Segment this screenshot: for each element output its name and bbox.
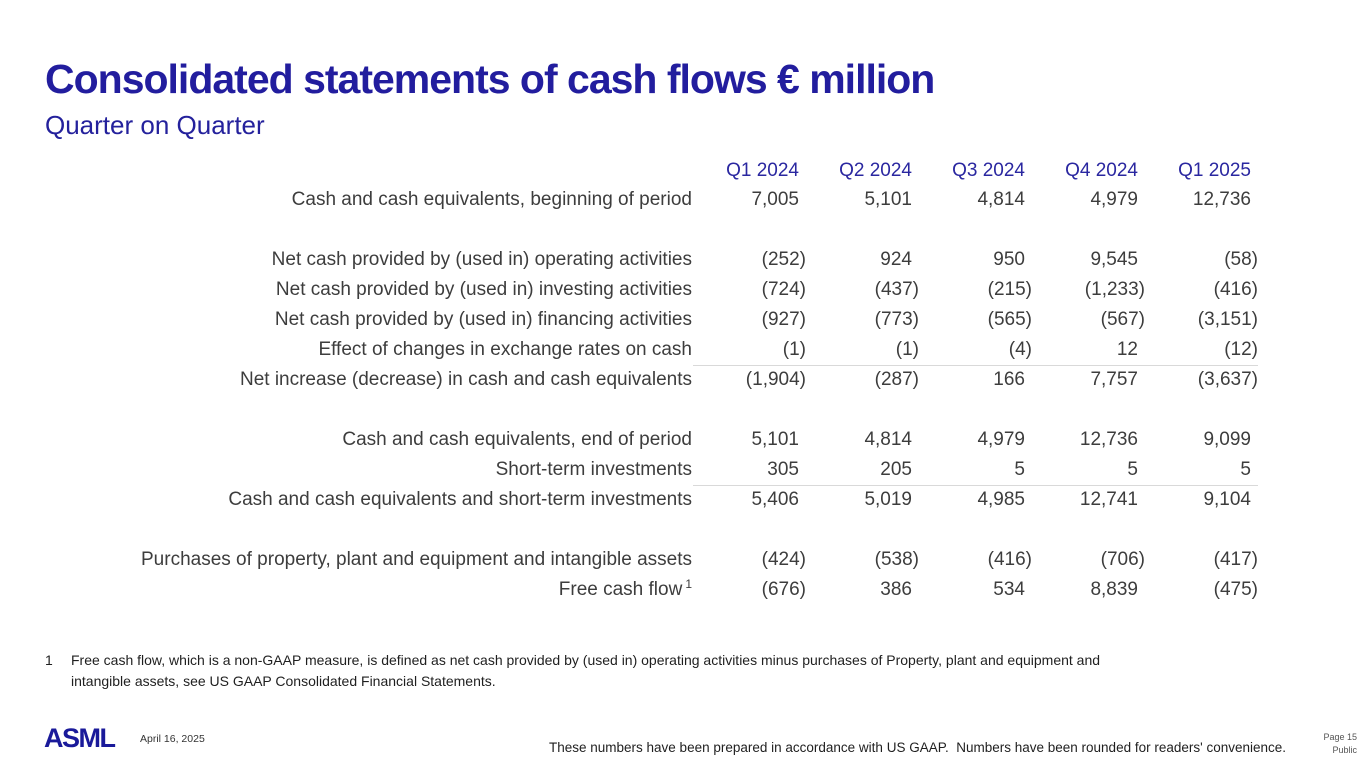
- cell-value: 7,757: [1090, 369, 1138, 390]
- cell-value: (424): [761, 549, 806, 570]
- cell-value: 4,979: [1090, 189, 1138, 210]
- cell-value: (1): [693, 335, 806, 366]
- row-label: Net cash provided by (used in) operating activities: [271, 249, 692, 270]
- cell-value: 5,019: [864, 489, 912, 510]
- table-row: [45, 305, 1258, 335]
- table-header-row: [45, 156, 1258, 185]
- table-row: [45, 365, 1258, 395]
- row-label: Cash and cash equivalents, beginning of period: [291, 189, 692, 210]
- row-label: Net cash provided by (used in) financing activities: [274, 309, 692, 330]
- cell-value: 12: [1032, 335, 1145, 366]
- cell-value: 4,985: [977, 489, 1025, 510]
- row-label: Net increase (decrease) in cash and cash equivalents: [239, 369, 692, 390]
- row-label: Cash and cash equivalents and short-term investments: [228, 489, 692, 510]
- cell-value: (3,151): [1197, 309, 1258, 330]
- table-row-spacer: [45, 515, 1258, 545]
- cell-value: (416): [987, 549, 1032, 570]
- cell-value: 166: [993, 369, 1025, 390]
- cell-value: (567): [1100, 309, 1145, 330]
- footer-date: April 16, 2025: [140, 733, 205, 745]
- column-header-1: Q1 2024: [726, 160, 799, 181]
- cell-value: 5,101: [751, 429, 799, 450]
- table-row: [45, 425, 1258, 455]
- footnote-text: [71, 650, 1285, 692]
- cell-value: (287): [874, 369, 919, 390]
- cell-value: (252): [761, 249, 806, 270]
- cell-value: 386: [880, 579, 912, 600]
- column-header-2: Q2 2024: [839, 160, 912, 181]
- cell-value: 4,979: [977, 429, 1025, 450]
- row-label: Purchases of property, plant and equipment and intangible assets: [141, 549, 692, 570]
- cell-value: 5: [1145, 455, 1258, 486]
- cell-value: (1): [806, 335, 919, 366]
- table-row: [45, 185, 1258, 215]
- cell-value: 7,005: [751, 189, 799, 210]
- cashflow-table: [45, 156, 1258, 605]
- cell-value: 205: [806, 455, 919, 486]
- column-header-5: Q1 2025: [1178, 160, 1251, 181]
- cell-value: 5: [1032, 455, 1145, 486]
- cell-value: (1,233): [1084, 279, 1145, 300]
- cell-value: (773): [874, 309, 919, 330]
- cell-value: 5,406: [751, 489, 799, 510]
- row-label: Net cash provided by (used in) investing activities: [275, 279, 692, 300]
- cell-value: 9,099: [1203, 429, 1251, 450]
- cell-value: (565): [987, 309, 1032, 330]
- cell-value: (724): [761, 279, 806, 300]
- column-header-4: Q4 2024: [1065, 160, 1138, 181]
- cell-value: 950: [993, 249, 1025, 270]
- cell-value: 8,839: [1090, 579, 1138, 600]
- footnote-line-2: intangible assets, see US GAAP Consolidated Financial Statements.: [71, 673, 496, 689]
- row-label: Short-term investments: [495, 459, 692, 480]
- footnote-ref: 1: [685, 576, 692, 591]
- cell-value: 5: [919, 455, 1032, 486]
- cell-value: 4,814: [864, 429, 912, 450]
- cell-value: (215): [987, 279, 1032, 300]
- table-row: [45, 485, 1258, 515]
- cell-value: (3,637): [1197, 369, 1258, 390]
- cell-value: 9,104: [1203, 489, 1251, 510]
- row-label: Free cash flow $^1$: [558, 576, 692, 600]
- header-spacer-cell: [45, 156, 693, 185]
- table-row: [45, 455, 1258, 485]
- table-row: [45, 575, 1258, 605]
- footer-disclaimer: These numbers have been prepared in accordance with US GAAP. Numbers have been rounded for readers' convenience.: [548, 740, 1286, 755]
- cell-value: 12,741: [1079, 489, 1138, 510]
- cell-value: 924: [880, 249, 912, 270]
- cell-value: (538): [874, 549, 919, 570]
- cell-value: (475): [1213, 579, 1258, 600]
- table-row-spacer: [45, 215, 1258, 245]
- cell-value: 305: [693, 455, 806, 486]
- cell-value: (927): [761, 309, 806, 330]
- asml-logo: ASML: [44, 723, 115, 753]
- cell-value: (1,904): [745, 369, 806, 390]
- cell-value: (676): [761, 579, 806, 600]
- cell-value: 5,101: [864, 189, 912, 210]
- cell-value: 12,736: [1079, 429, 1138, 450]
- cell-value: (58): [1224, 249, 1258, 270]
- cell-value: (12): [1145, 335, 1258, 366]
- cell-value: (437): [874, 279, 919, 300]
- footer-page-info: [1323, 731, 1357, 757]
- page-subtitle: Quarter on Quarter: [45, 110, 265, 140]
- cell-value: (706): [1100, 549, 1145, 570]
- footnote-number: 1: [45, 652, 53, 668]
- classification-label: Public: [1332, 745, 1357, 755]
- table-row-spacer: [45, 395, 1258, 425]
- cell-value: 9,545: [1090, 249, 1138, 270]
- cell-value: (416): [1213, 279, 1258, 300]
- cell-value: (4): [919, 335, 1032, 366]
- cell-value: (417): [1213, 549, 1258, 570]
- row-label: Effect of changes in exchange rates on cash: [318, 339, 692, 360]
- table-row: [45, 335, 1258, 365]
- column-header-3: Q3 2024: [952, 160, 1025, 181]
- footnote-line-1: Free cash flow, which is a non-GAAP measure, is defined as net cash provided by (used in) operating activities minus purchases of Property, plant and equipment and: [71, 652, 1101, 668]
- row-label: Cash and cash equivalents, end of period: [342, 429, 692, 450]
- cell-value: 534: [993, 579, 1025, 600]
- page-title: Consolidated statements of cash flows € million: [45, 56, 935, 102]
- cell-value: 4,814: [977, 189, 1025, 210]
- table-row: [45, 245, 1258, 275]
- table-row: [45, 275, 1258, 305]
- footnote: [45, 650, 1285, 692]
- page-number: Page 15: [1323, 732, 1357, 742]
- table-row: [45, 545, 1258, 575]
- cell-value: 12,736: [1192, 189, 1251, 210]
